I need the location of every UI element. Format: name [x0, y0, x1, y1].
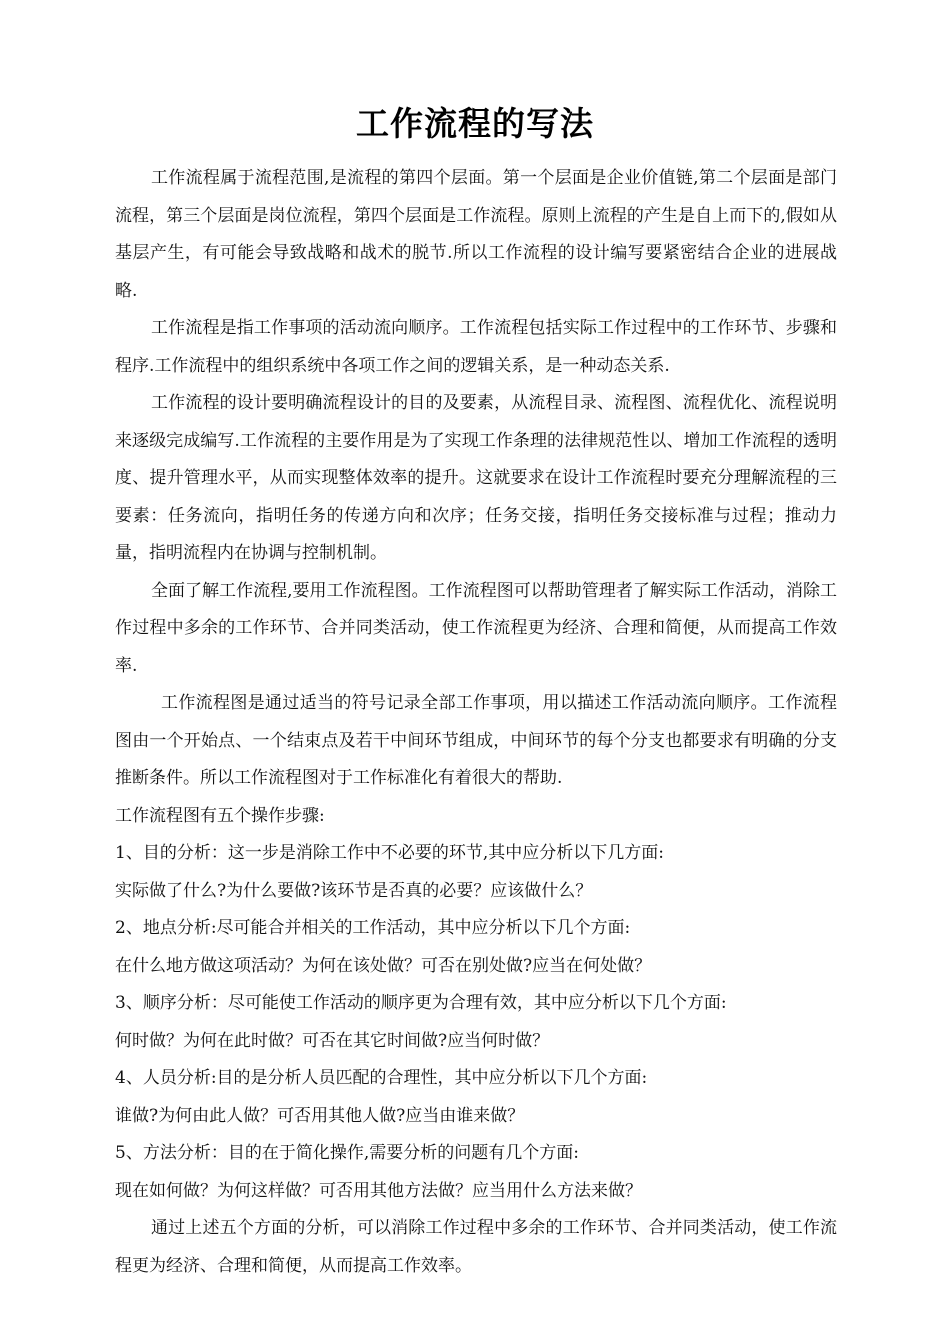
steps-heading: 工作流程图有五个操作步骤:: [115, 805, 325, 826]
step-3-questions: 何时做？为何在此时做？可否在其它时间做?应当何时做？: [115, 1030, 550, 1051]
paragraph-flowchart-definition: 工作流程图是通过适当的符号记录全部工作事项，用以描述工作活动流向顺序。工作流程图由一个开始点、一个结束点及若干中间环节组成，中间环节的每个分支也都要求有明确的分支推断条件。所以工作流程图对于工作标准化有着很大的帮助.: [115, 693, 837, 788]
step-2-title: 2、地点分析:尽可能合并相关的工作活动，其中应分析以下几个方面:: [115, 918, 631, 938]
paragraph-design: 工作流程的设计要明确流程设计的目的及要素，从流程目录、流程图、流程优化、流程说明来逐级完成编写.工作流程的主要作用是为了实现工作条理的法律规范性以、增加工作流程的透明度、提升管理水平，从而实现整体效率的提升。这就要求在设计工作流程时要充分理解流程的三要素：任务流向，指明任务的传递方向和次序；任务交接，指明任务交接标准与过程；推动力量，指明流程内在协调与控制机制。: [115, 393, 837, 563]
document-body: [115, 160, 837, 1285]
step-4-title: 4、人员分析:目的是分析人员匹配的合理性，其中应分析以下几个方面:: [115, 1068, 648, 1088]
step-1-title: 1、目的分析：这一步是消除工作中不必要的环节,其中应分析以下几方面:: [115, 843, 664, 863]
step-4-questions: 谁做?为何由此人做？可否用其他人做?应当由谁来做？: [115, 1105, 525, 1126]
paragraph-conclusion: 通过上述五个方面的分析，可以消除工作过程中多余的工作环节、合并同类活动，使工作流程更为经济、合理和简便，从而提高工作效率。: [115, 1218, 837, 1276]
step-5-questions: 现在如何做？为何这样做？可否用其他方法做？应当用什么方法来做？: [115, 1180, 642, 1201]
step-5-title: 5、方法分析：目的在于简化操作,需要分析的问题有几个方面:: [115, 1143, 579, 1163]
step-3-title: 3、顺序分析：尽可能使工作活动的顺序更为合理有效，其中应分析以下几个方面:: [115, 993, 727, 1013]
step-1-questions: 实际做了什么?为什么要做?该环节是否真的必要？应该做什么？: [115, 880, 593, 901]
paragraph-flowchart-purpose: 全面了解工作流程,要用工作流程图。工作流程图可以帮助管理者了解实际工作活动，消除工作过程中多余的工作环节、合并同类活动，使工作流程更为经济、合理和简便，从而提高工作效率.: [115, 580, 837, 676]
paragraph-definition: 工作流程是指工作事项的活动流向顺序。工作流程包括实际工作过程中的工作环节、步骤和程序.工作流程中的组织系统中各项工作之间的逻辑关系，是一种动态关系.: [115, 318, 837, 376]
step-2-questions: 在什么地方做这项活动？为何在该处做？可否在别处做?应当在何处做？: [115, 955, 652, 976]
document-title: 工作流程的写法: [356, 104, 594, 143]
paragraph-intro: 工作流程属于流程范围,是流程的第四个层面。第一个层面是企业价值链,第二个层面是部门流程，第三个层面是岗位流程，第四个层面是工作流程。原则上流程的产生是自上而下的,假如从基层产生，有可能会导致战略和战术的脱节.所以工作流程的设计编写要紧密结合企业的进展战略.: [115, 168, 837, 301]
